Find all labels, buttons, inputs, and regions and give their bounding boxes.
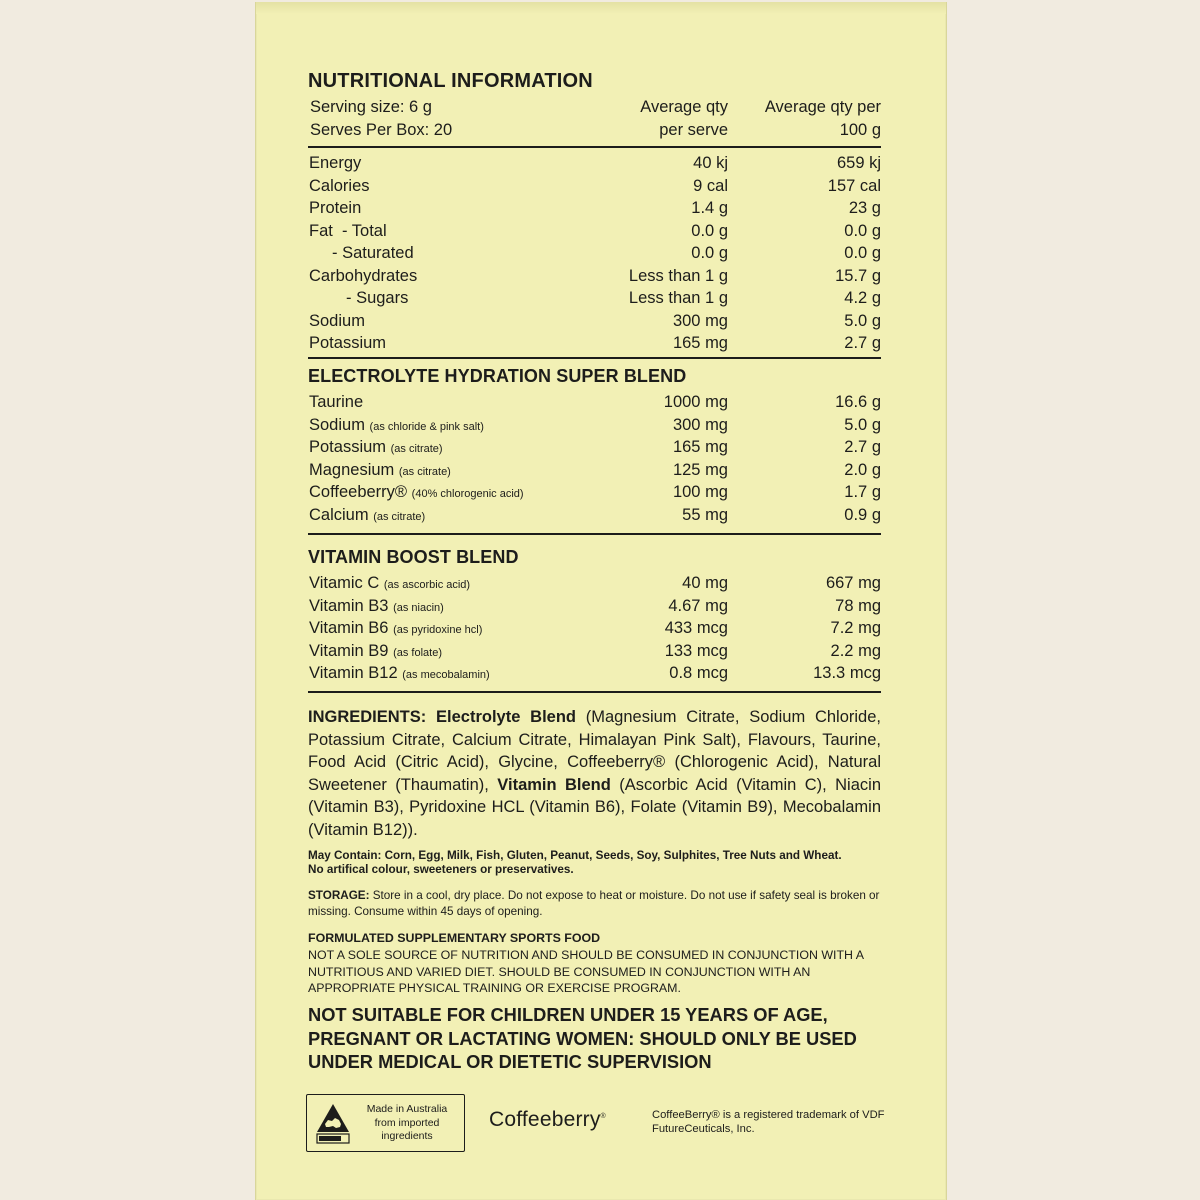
row-label: Potassium xyxy=(309,334,387,352)
per-100g-value: 2.2 mg xyxy=(830,641,881,660)
per-serve-value: 300 mg xyxy=(672,415,728,434)
row-label: Coffeeberry® (40% chlorogenic acid) xyxy=(309,483,524,501)
table-row xyxy=(308,504,881,527)
table-row xyxy=(308,287,881,310)
per-100g-value: 2.7 g xyxy=(844,334,881,352)
australia-triangle-icon xyxy=(316,1102,350,1144)
electrolyte-table xyxy=(308,391,881,526)
table-row xyxy=(308,265,881,288)
table-row xyxy=(308,220,881,243)
col-per-100g-line1: Average qty per xyxy=(764,98,881,116)
per-100g-value: 659 kj xyxy=(836,154,881,172)
nutrition-header xyxy=(308,96,881,141)
table-row xyxy=(308,459,881,482)
vitamin-blend-text: (Ascorbic Acid (Vitamin C), Niacin (Vitamin B3), Pyridoxine HCL (Vitamin B6), Folate (Vitamin B9), Mecobalamin (Vitamin B12)). xyxy=(308,775,881,839)
nutrition-rule xyxy=(308,357,881,359)
row-label: Magnesium (as citrate) xyxy=(309,460,451,479)
table-row xyxy=(308,640,881,663)
per-100g-value: 0.9 g xyxy=(844,505,881,524)
trademark-notice: CoffeeBerry® is a registered trademark of VDF FutureCeuticals, Inc. xyxy=(652,1109,885,1135)
table-row xyxy=(308,572,881,595)
per-serve-value: 1.4 g xyxy=(691,199,728,217)
per-100g-value: 13.3 mcg xyxy=(813,664,881,682)
made-in-australia-badge xyxy=(306,1094,465,1152)
row-label: Carbohydrates xyxy=(309,266,418,285)
table-row xyxy=(308,436,881,459)
serving-size: Serving size: 6 g xyxy=(310,98,432,116)
vitamin-title: VITAMIN BOOST BLEND xyxy=(308,547,519,567)
table-row xyxy=(308,414,881,437)
table-row xyxy=(308,175,881,198)
per-100g-value: 2.0 g xyxy=(844,460,881,479)
formulated-title: FORMULATED SUPPLEMENTARY SPORTS FOOD xyxy=(308,931,601,945)
table-row xyxy=(308,662,881,685)
col-per-100g-line2: 100 g xyxy=(839,120,881,139)
table-row xyxy=(308,197,881,220)
per-serve-value: 165 mg xyxy=(672,334,728,352)
electrolyte-rule xyxy=(308,533,881,535)
row-label: Energy xyxy=(309,154,362,172)
per-serve-value: 433 mcg xyxy=(664,619,728,637)
per-100g-value: 0.0 g xyxy=(844,244,881,262)
electrolyte-blend-name: Electrolyte Blend xyxy=(436,708,576,726)
col-per-serve-line2: per serve xyxy=(659,120,728,139)
storage-label: STORAGE: xyxy=(308,889,370,902)
per-serve-value: 40 mg xyxy=(682,574,728,592)
per-100g-value: 15.7 g xyxy=(835,266,881,285)
vitamin-table xyxy=(308,572,881,685)
per-100g-value: 2.7 g xyxy=(844,438,881,456)
row-label: - Sugars xyxy=(346,289,409,307)
per-serve-value: 133 mcg xyxy=(664,641,728,660)
formulated-text: NOT A SOLE SOURCE OF NUTRITION AND SHOULD BE CONSUMED IN CONJUNCTION WITH A NUTRITIOUS AND VARIED DIET. SHOULD BE CONSUMED IN CONJUNCTION WITH AN APPROPRIATE PHYSICAL TRAINING OR EXERCISE PROGRAM. xyxy=(308,947,864,996)
per-100g-value: 23 g xyxy=(848,199,881,217)
per-serve-value: Less than 1 g xyxy=(628,266,728,285)
per-serve-value: 300 mg xyxy=(672,311,728,330)
vitamin-rule xyxy=(308,691,881,693)
row-label: Vitamic C (as ascorbic acid) xyxy=(309,574,471,592)
warning-statement: NOT SUITABLE FOR CHILDREN UNDER 15 YEARS OF AGE, PREGNANT OR LACTATING WOMEN: SHOULD ONLY BE USED UNDER MEDICAL OR DIETETIC SUPERVISION xyxy=(308,1004,857,1072)
row-label: Vitamin B3 (as niacin) xyxy=(309,596,444,615)
per-serve-value: 0.0 g xyxy=(691,221,728,240)
row-label: Fat - Total xyxy=(309,221,387,240)
per-serve-value: 4.67 mg xyxy=(668,596,728,615)
per-100g-value: 5.0 g xyxy=(844,415,881,434)
allergen-line: May Contain: Corn, Egg, Milk, Fish, Gluten, Peanut, Seeds, Soy, Sulphites, Tree Nuts and Wheat. xyxy=(308,849,842,862)
per-serve-value: 165 mg xyxy=(672,438,728,456)
table-row xyxy=(308,332,881,355)
row-label: Sodium (as chloride & pink salt) xyxy=(309,415,484,434)
per-100g-value: 1.7 g xyxy=(844,483,881,501)
row-label: Taurine xyxy=(309,393,364,411)
row-label: Vitamin B12 (as mecobalamin) xyxy=(309,664,490,682)
header-rule xyxy=(308,146,881,148)
row-label: Potassium (as citrate) xyxy=(309,438,443,456)
nutrition-table xyxy=(308,152,881,355)
per-100g-value: 157 cal xyxy=(827,176,881,195)
per-100g-value: 5.0 g xyxy=(844,311,881,330)
row-label: Calcium (as citrate) xyxy=(309,505,426,524)
formulated-statement xyxy=(308,930,881,997)
per-serve-value: Less than 1 g xyxy=(628,289,728,307)
table-row xyxy=(308,310,881,333)
per-100g-value: 78 mg xyxy=(835,596,881,615)
allergen-statement xyxy=(308,849,881,877)
row-label: - Saturated xyxy=(332,244,414,262)
table-row xyxy=(308,152,881,175)
row-label: Calories xyxy=(309,176,370,195)
per-serve-value: 125 mg xyxy=(672,460,728,479)
per-100g-value: 16.6 g xyxy=(835,393,881,411)
table-row xyxy=(308,595,881,618)
per-100g-value: 0.0 g xyxy=(844,221,881,240)
coffeeberry-logo: Coffeeberry® xyxy=(489,1108,606,1131)
ingredients-label: INGREDIENTS: xyxy=(308,708,427,726)
additives-line: No artifical colour, sweeteners or preservatives. xyxy=(308,863,574,876)
per-serve-value: 0.8 mcg xyxy=(669,664,728,682)
per-serve-value: 9 cal xyxy=(693,176,728,195)
col-per-serve-line1: Average qty xyxy=(640,98,728,116)
table-row xyxy=(308,242,881,265)
made-in-text: Made in Australia from imported ingredients xyxy=(366,1103,448,1142)
per-serve-value: 1000 mg xyxy=(663,393,728,411)
electrolyte-title: ELECTROLYTE HYDRATION SUPER BLEND xyxy=(308,366,687,386)
row-label: Sodium xyxy=(309,311,365,330)
table-row xyxy=(308,481,881,504)
table-row xyxy=(308,617,881,640)
per-serve-value: 55 mg xyxy=(682,505,728,524)
vitamin-blend-name: Vitamin Blend xyxy=(497,775,611,794)
row-label: Protein xyxy=(309,199,362,217)
row-label: Vitamin B9 (as folate) xyxy=(309,641,443,660)
nutrition-title: NUTRITIONAL INFORMATION xyxy=(308,70,593,92)
serves-per-box: Serves Per Box: 20 xyxy=(310,120,453,139)
table-row xyxy=(308,391,881,414)
per-serve-value: 100 mg xyxy=(672,483,728,501)
per-serve-value: 0.0 g xyxy=(691,244,728,262)
electrolyte-blend-text: (Magnesium Citrate, Sodium Chloride, Potassium Citrate, Calcium Citrate, Himalayan Pink Salt), Flavours, Taurine, Food Acid (Citric Acid), Glycine, Coffeeberry® (Chlorogenic Acid), Natural Sweetener (Thaumatin), xyxy=(308,708,881,794)
per-100g-value: 4.2 g xyxy=(844,289,881,307)
row-label: Vitamin B6 (as pyridoxine hcl) xyxy=(309,619,483,637)
storage-statement xyxy=(308,888,881,919)
per-serve-value: 40 kj xyxy=(693,154,728,172)
ingredients-text xyxy=(308,706,881,841)
box-top-edge xyxy=(256,2,946,14)
per-100g-value: 7.2 mg xyxy=(830,619,881,637)
per-100g-value: 667 mg xyxy=(825,574,881,592)
product-box-back xyxy=(255,2,947,1200)
storage-text: Store in a cool, dry place. Do not expose to heat or moisture. Do not use if safety seal is broken or missing. Consume within 45 days of opening. xyxy=(308,889,880,918)
